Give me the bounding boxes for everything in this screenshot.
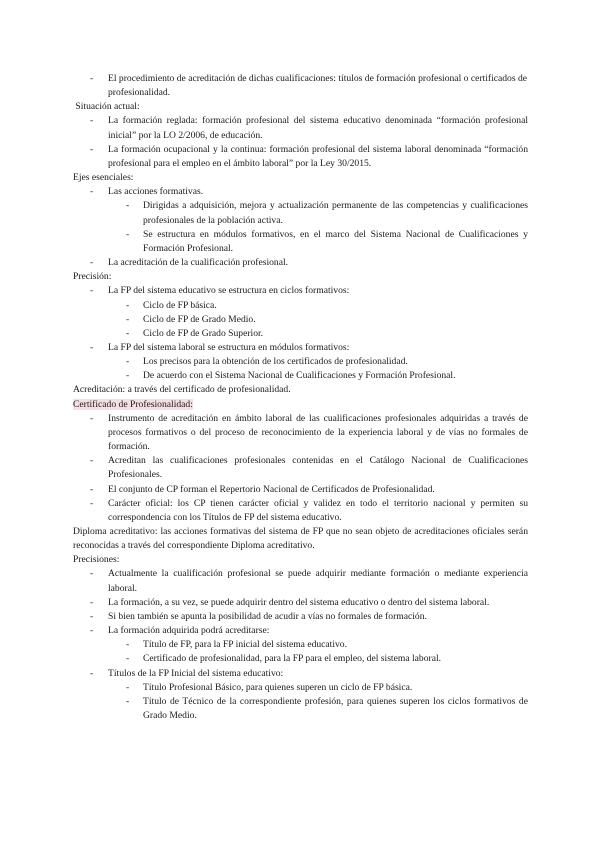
- section-heading: Situación actual:: [73, 101, 140, 113]
- sub-bullet-item: [73, 695, 528, 723]
- dash-marker: -: [90, 73, 94, 84]
- dash-marker: -: [90, 596, 94, 608]
- paragraph: Diploma acreditativo: las acciones formativas del sistema de FP que no sean objeto de acreditaciones oficiales serán reconocidas a través del correspondiente Diploma acreditativo.: [73, 526, 528, 552]
- bullet-text: Título de Técnico de la correspondiente profesión, para quienes superen los ciclos formativos de Grado Medio.: [143, 695, 528, 722]
- section-heading: Acreditación: a través del certificado de profesionalidad.: [73, 384, 291, 396]
- sub-bullet-item: [73, 355, 528, 369]
- bullet-text: La formación adquirida podrá acreditarse:: [108, 625, 270, 637]
- bullet-text: La formación reglada: formación profesional del sistema educativo denominada “formación profesional inicial” por la LO 2/2006, de educación.: [108, 115, 528, 141]
- bullet-text: Si bien también se apunta la posibilidad de acudir a vías no formales de formación.: [108, 610, 427, 622]
- bullet-text: Ciclo de FP de Grado Medio.: [143, 313, 256, 325]
- dash-marker: -: [90, 497, 94, 509]
- bullet-text: El conjunto de CP forman el Repertorio Nacional de Certificados de Profesionalidad.: [108, 483, 435, 495]
- highlight: Certificado de Profesionalidad:: [73, 398, 193, 410]
- dash-marker: -: [90, 483, 94, 495]
- dash-marker: -: [90, 455, 94, 467]
- dash-marker: -: [90, 610, 94, 622]
- dash-marker: -: [126, 313, 130, 325]
- bullet-text: Actualmente la cualificación profesional se puede adquirir mediante formación o mediante experiencia laboral.: [108, 568, 528, 594]
- dash-marker: -: [126, 327, 130, 339]
- bullet-text: Las acciones formativas.: [108, 186, 204, 198]
- bullet-text: La formación, a su vez, se puede adquirir dentro del sistema educativo o dentro del sistema laboral.: [108, 596, 490, 608]
- bullet-text: Ciclo de FP básica.: [143, 299, 217, 311]
- dash-marker: -: [126, 228, 130, 240]
- bullet-item: [73, 497, 528, 525]
- dash-marker: -: [126, 681, 130, 693]
- dash-marker: -: [90, 667, 94, 679]
- dash-marker: -: [126, 639, 130, 651]
- bullet-text: Se estructura en módulos formativos, en el marco del Sistema Nacional de Cualificaciones y Formación Profesional.: [143, 228, 528, 254]
- bullet-item: [73, 483, 528, 497]
- dash-marker: -: [90, 341, 94, 353]
- dash-marker: -: [90, 625, 94, 637]
- bullet-text: Títulos de la FP Inicial del sistema educativo:: [108, 667, 284, 679]
- sub-bullet-item: [73, 369, 528, 383]
- document-page: [73, 72, 528, 723]
- sub-bullet-item: [73, 652, 528, 666]
- dash-marker: -: [126, 653, 130, 665]
- dash-marker: -: [126, 370, 130, 382]
- section-heading: Precisiones:: [73, 554, 120, 566]
- bullet-text: La acreditación de la cualificación profesional.: [108, 257, 289, 269]
- dash-marker: -: [90, 285, 94, 297]
- bullet-item: [73, 596, 528, 610]
- sub-bullet-item: [73, 327, 528, 341]
- dash-marker: -: [90, 143, 94, 155]
- bullet-text: Los precisos para la obtención de los certificados de profesionalidad.: [143, 356, 408, 368]
- sub-bullet-item: [73, 199, 528, 227]
- bullet-text: Certificado de profesionalidad, para la FP para el empleo, del sistema laboral.: [143, 653, 442, 665]
- dash-marker: -: [126, 356, 130, 368]
- dash-marker: -: [126, 200, 130, 212]
- bullet-text: La FP del sistema laboral se estructura en módulos formativos:: [108, 341, 350, 353]
- bullet-item: [73, 185, 528, 199]
- bullet-item: [73, 624, 528, 638]
- sub-bullet-item: [73, 313, 528, 327]
- dash-marker: -: [126, 299, 130, 311]
- bullet-item: [73, 114, 528, 142]
- bullet-text: Ciclo de FP de Grado Superior.: [143, 327, 264, 339]
- sub-bullet-item: [73, 228, 528, 256]
- bullet-item: [73, 72, 528, 100]
- bullet-item: [73, 284, 528, 298]
- bullet-text: Dirigidas a adquisición, mejora y actualización permanente de las competencias y cualificaciones profesionales de la población activa.: [143, 200, 528, 226]
- dash-marker: -: [126, 695, 130, 707]
- bullet-text: Instrumento de acreditación en ámbito laboral de las cualificaciones profesionales adquiridas a través de procesos formativos o del proceso de reconocimiento de la experiencia laboral y de vías no formales de formación.: [108, 412, 528, 453]
- dash-marker: -: [90, 568, 94, 580]
- bullet-item: [73, 454, 528, 482]
- bullet-item: [73, 610, 528, 624]
- bullet-text: La FP del sistema educativo se estructura en ciclos formativos:: [108, 285, 350, 297]
- dash-marker: -: [90, 115, 94, 127]
- dash-marker: -: [90, 186, 94, 198]
- section-heading: Precisión:: [73, 271, 112, 283]
- bullet-item: [73, 667, 528, 681]
- sub-bullet-item: [73, 299, 528, 313]
- bullet-text: Acreditan las cualificaciones profesionales contenidas en el Catálogo Nacional de Cualificaciones Profesionales.: [108, 455, 528, 481]
- bullet-item: [73, 412, 528, 454]
- bullet-text: De acuerdo con el Sistema Nacional de Cualificaciones y Formación Profesional.: [143, 370, 456, 382]
- bullet-item: [73, 567, 528, 595]
- bullet-item: [73, 341, 528, 355]
- bullet-item: [73, 256, 528, 270]
- bullet-text: El procedimiento de acreditación de dichas cualificaciones: títulos de formación profesional o certificados de profesionalidad.: [108, 73, 528, 99]
- bullet-text: Título Profesional Básico, para quienes superen un ciclo de FP básica.: [143, 681, 413, 693]
- highlighted-heading: [73, 398, 528, 412]
- sub-bullet-item: [73, 681, 528, 695]
- bullet-text: La formación ocupacional y la continua: formación profesional del sistema laboral denominada “formación profesional para el empleo en el ámbito laboral” por la Ley 30/2015.: [108, 143, 528, 169]
- section-heading: Ejes esenciales:: [73, 172, 134, 184]
- dash-marker: -: [90, 412, 94, 424]
- sub-bullet-item: [73, 638, 528, 652]
- bullet-text: Título de FP, para la FP inicial del sistema educativo.: [143, 639, 348, 651]
- bullet-item: [73, 143, 528, 171]
- dash-marker: -: [90, 257, 94, 269]
- bullet-text: Carácter oficial: los CP tienen carácter oficial y validez en todo el territorio nacional y permiten su correspondencia con los Títulos de FP del sistema educativo.: [108, 497, 528, 523]
